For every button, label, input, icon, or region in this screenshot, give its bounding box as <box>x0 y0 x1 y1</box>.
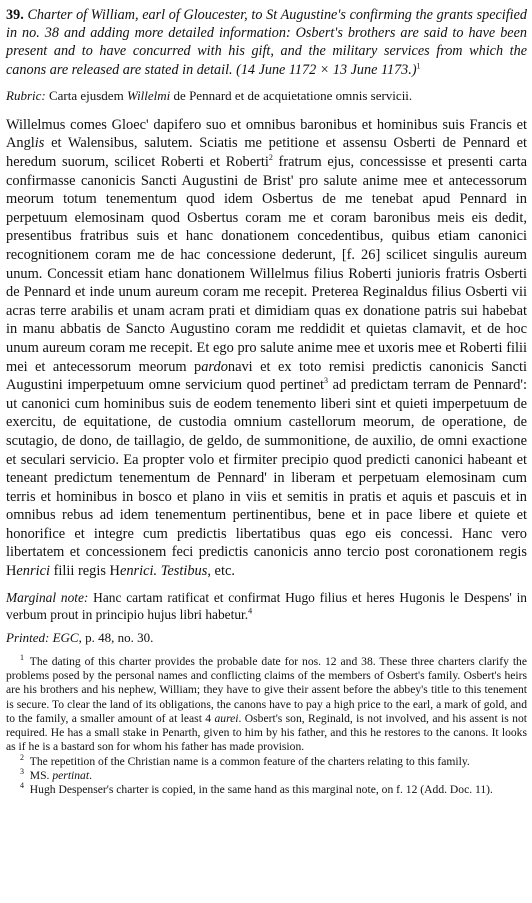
footnote-ref[interactable]: 2 <box>268 153 273 163</box>
footnote-number: 4 <box>20 781 24 791</box>
text-run: Hugh Despenser's charter is copied, in the same hand as this marginal note, on f. 12 (Add. Doc. 11). <box>29 783 493 797</box>
footnotes <box>6 652 527 798</box>
italic-text: enrici. Testibus <box>119 563 208 580</box>
text-run: Willelmus comes Gloec' dapifero suo et omnibus baronibus et hominibus suis Francis et Angl <box>6 116 527 152</box>
document-page <box>6 6 527 798</box>
text-run: et Walensibus, salutem. Sciatis me petitione et assensu Osberti de Pennard et heredum suorum, scilicet Roberti et Roberti <box>6 135 527 170</box>
rubric <box>6 88 527 104</box>
rubric-label: Rubric: <box>6 87 46 103</box>
charter-text <box>6 116 527 581</box>
text-run: . Osbert's son, Reginald, is not involved, and his assent is not required. He has a small stake in Penarth, given to him by his father, and this he restores to the canons. It looks as if he is a bastard son for whom his father has made provision. <box>6 711 527 754</box>
marginal-note-label: Marginal note: <box>6 589 89 605</box>
footnote-number: 3 <box>20 767 24 777</box>
footnote <box>6 652 527 755</box>
italic-text: ardo <box>201 358 228 375</box>
italic-text: is <box>34 135 45 152</box>
footnote <box>6 769 527 783</box>
marginal-note-text: Hanc cartam ratificat et confirmat Hugo filius et heres Hugonis le Despens' in verbum prout in principio hujus libri habetur. <box>6 589 527 622</box>
italic-text: enrici <box>16 563 50 580</box>
rubric-name: Willelmi <box>126 87 171 103</box>
footnote-ref[interactable]: 4 <box>248 606 253 616</box>
rubric-text-end: de Pennard et de acquietatione omnis servicii. <box>173 87 413 103</box>
footnote-ref[interactable]: 3 <box>323 376 328 386</box>
marginal-note <box>6 589 527 623</box>
text-run: MS. <box>29 769 53 783</box>
text-run: The repetition of the Christian name is a common feature of the charters relating to this family. <box>29 754 470 768</box>
footnote-number: 1 <box>20 652 24 662</box>
italic-text: aurei <box>214 711 239 725</box>
charter-summary: Charter of William, earl of Gloucester, to St Augustine's confirming the grants specified in no. 38 and adding more detailed information: Osbert's brothers are said to have been present and to have concurred with his gift, and the military services from which the canons are released are stated in detail. (14 June 1172 × 13 June 1173.) <box>6 7 528 78</box>
printed-label: Printed: <box>6 629 50 645</box>
text-run: The dating of this charter provides the probable date for nos. 12 and 38. These three charters clarify the problems posed by the personal names and conflicting claims of the members of Osbert's family. Osbert's heirs are his brothers and his nephew, William; they have to give their assent before the abbey's title to this tenement is secure. To clear the land of its obligations, the canons have to pay a high price to the earl, a mark of gold, and to the family, a smaller amount of at least 4 <box>6 654 527 725</box>
text-run: . <box>89 769 92 783</box>
printed-details: , p. 48, no. 30. <box>78 629 154 645</box>
footnote-ref[interactable]: 1 <box>416 60 421 70</box>
text-run: filii regis H <box>49 563 120 580</box>
text-run: ad predictam terram de Pennard': ut canonici cum hominibus suis de eodem tenemento liberi sint et quieti imperpetuum de exercitu, de equitatione, de custodia omnium castellorum meorum, de operatione, de scutagio, de dono, de taillagio, de geldo, de summonitione, de auxilio, de omni exactione et seculari servicio. Ea propter volo et firmiter precipio quod predicti canonici habeant et teneant predictum tenementum de Pennard' in liberam et perpetuam elemosinam cum terris et hominibus in bosco et plano in viis et semitis in pratis et aquis et pascuis et in omnibus rebus ad idem tenementum pertinentibus, bene et in pace libere et quiete et honorifice et integre cum predictis libertatibus quas ego eis concessi. Hanc vero libertatem et concessionem feci predictis canonicis anno tercio post coronationem regis H <box>6 377 527 580</box>
italic-text: pertinat <box>52 769 90 783</box>
footnote <box>6 783 527 797</box>
footnote <box>6 752 527 769</box>
rubric-text: Carta ejusdem <box>48 87 124 103</box>
footnote-number: 2 <box>20 752 24 762</box>
printed-reference <box>6 630 527 646</box>
text-run: fratrum ejus, concessisse et presenti carta confirmasse canonicis Sancti Augustini de Brist' pro salute anime mee et antecessorum meorum totum tenementum quod idem Osbertus de me tenebat apud Pennard in perpetuum elemosinam quod Osbertus coram me et coram baronibus meis eis dedit, presentibus fratribus suis et hanc donationem concedentibus, quibus etiam canonici recognitionem coram me de hac concessione dederunt, [f. 26] scilicet singulis aureum unum. Concessit etiam hanc donationem Willelmus filius Roberti junioris fratris Osberti de Pennard et inde unum aureum coram me recepit. Preterea Reginaldus filius Osberti vii acras terre arabilis et unam acram prati et dimidiam quas ex donatione patris sui habebat in manu abbatis de Sancto Augustino coram me reddidit et quietas clamavit, et de hoc unum aureum coram me recepit. Et ego pro salute anime mee et uxoris mee et Roberti filii mei et antecessorum meorum p <box>6 154 528 375</box>
charter-heading <box>6 6 527 79</box>
printed-source: EGC <box>52 629 79 645</box>
text-run: , etc. <box>207 563 235 580</box>
charter-number: 39. <box>6 7 24 23</box>
text-run: navi et ex toto remisi predictis canonicis Sancti Augustini imperpetuum omne servicium quod pertinet <box>6 358 527 394</box>
